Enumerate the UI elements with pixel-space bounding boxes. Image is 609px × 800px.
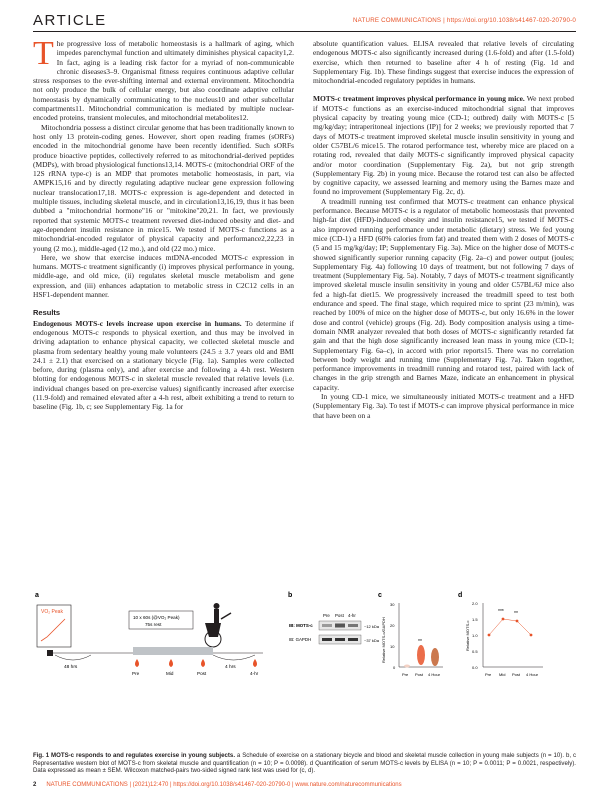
panel-c-x-pre: Pre: [402, 672, 409, 677]
panel-d-ytick-10: 1.0: [472, 633, 478, 638]
blot-col-post: Post: [335, 613, 344, 618]
panel-c-x-4hour: 4 Hour: [428, 672, 441, 677]
journal-doi[interactable]: NATURE COMMUNICATIONS | https://doi.org/10.1038/s41467-020-20790-0: [353, 17, 576, 24]
young-mice-text: We next probed if MOTS-c functions as an exercise-induced mitochondrial signal that improves physical capacity by treating young mice (CD-1; outbred) daily with MOTS-c [5 mg/kg/day; intraperitoneal injections (IP)] for 2 weeks; we previously reported that 7 days of MOTS-c treatment improved skeletal muscle insulin sensitivity in young and older C57BL/6 mice15. The rotarod performance test, whereby mice are placed on a rotating rod, revealed that daily MOTS-c significantly improved physical capacity and/or motor coordination (Supplementary Fig. 2a), but not grip strength (Supplementary Fig. 2b) in young mice. Because the rotarod test can also be affected by cognitive capacity, we assessed learning and memory using the Barnes maze and found no improvement (Supplementary Fig. 2c, d).: [313, 94, 574, 197]
panel-d-sig-mid: ***: [498, 609, 504, 615]
right-column: [313, 39, 574, 420]
rest-4-label: 4 hrs: [225, 665, 236, 670]
young-mice-subheading: MOTS-c treatment improves physical performance in young mice.: [313, 94, 525, 104]
panel-c-chart: [381, 602, 443, 677]
blot-gapdh-kda: ~37 kDa: [364, 638, 380, 643]
panel-c-sig: **: [418, 639, 422, 645]
panel-d-ytick-20: 2.0: [472, 601, 478, 606]
results-text: To determine if endogenous MOTS-c responds to physical exertion, and thus may be involved in driving adaptation to enhance physical capacity, we collected skeletal muscle and plasma from sedentary healthy young male volunteers (24.5 ± 3.7 years old and BMI 24.1 ± 2.1) that exercised on a stationary bicycle (Fig. 1a). Samples were collected before, during (plasma only), and after exercise and following a 4-h rest. Western blotting for endogenous MOTS-c in skeletal muscle revealed that relative levels (i.e. individual changes based on pre-exercise values) significantly increased after exercise (11.9-fold) and remained elevated after a 4-h rest, albeit exhibiting a trend to return to baseline (Fig. 1b, c; see Supplementary Fig. 1a for: [33, 318, 295, 412]
panel-label-b: b: [288, 592, 293, 599]
tp-mid: Mid: [166, 671, 174, 676]
header-rule: [33, 31, 576, 32]
band-mots-pre: [322, 624, 332, 627]
intro-paragraph: [33, 35, 294, 123]
band-mots-4hr: [348, 624, 358, 627]
panel-d-ytick-0: 0.0: [472, 665, 478, 670]
caption-title: Fig. 1 MOTS-c responds to and regulates exercise in young subjects.: [33, 752, 236, 759]
panel-label-a: a: [35, 592, 39, 599]
rest-48-arc: [55, 655, 91, 660]
panel-label-c: c: [378, 592, 382, 599]
figure-1-graphic: [33, 589, 576, 742]
panel-c-ytick-10: 10: [390, 644, 395, 649]
vo2-curve: [41, 619, 65, 641]
rest-4-arc: [213, 655, 255, 660]
band-gapdh-post: [335, 638, 345, 641]
panel-d-ylabel: Relative MOTS-c: [465, 620, 470, 651]
panel-d-chart: [465, 601, 543, 677]
paragraph-results: [33, 319, 294, 412]
panel-d-ytick-05: 0.5: [472, 649, 478, 654]
intro-text: he progressive loss of metabolic homeostasis is a hallmark of aging, which impedes parenchymal function and ultimately diminishes physical capacity1,2. In fact, aging is a leading risk factor for a myriad of non-communicable chronic diseases3–9. Organismal fitness requires continuous adaptive cellular stress responses to the ever-shifting internal and external environment. Mitochondria not only produce the bulk of cellular energy, but also coordinate adaptive cellular homeostasis by dynamically communicating to the nucleus10 and other subcellular compartments11. Mitochondrial communication is mediated by multiple nuclear-encoded proteins, transient molecules, and mitochondrial metabolites12.: [33, 39, 294, 123]
paragraph-mitochondria: Mitochondria possess a distinct circular genome that has been traditionally known to host only 13 protein-coding genes. However, short open reading frames (sORFs) encoded in the mitochondrial genome have been recently identified. Such sORFs produce bioactive peptides, collectively referred to as mitochondrial-derived peptides (MDPs), with broad physiological functions13,14. MOTS-c (mitochondrial ORF of the 12S rRNA type-c) is an MDP that promotes metabolic homeostasis, in part, via AMPK15,16 and by directly regulating adaptive nuclear gene expression following nuclear translocation17,18. MOTS-c expression is age-dependent and detected in multiple tissues, including skeletal muscle, and in circulation13,16,19, thus it has been dubbed a "mitochondrial hormone"16 or "mitokine"20,21. In fact, we previously reported that systemic MOTS-c treatment reversed diet-induced obesity and diet- and age-dependent insulin resistance in mice15. We tested if MOTS-c functions as a mitochondrial-encoded regulator of physical capacity and performance2,22,23 in young (2 mo.), middle-aged (12 mo.), and old (22 mo.) mice.: [33, 122, 294, 253]
section-label: ARTICLE: [33, 12, 107, 29]
page-footer: [33, 782, 402, 788]
bar-c-4hr: [431, 648, 439, 666]
panel-d-ytick-15: 1.5: [472, 617, 478, 622]
band-gapdh-4hr: [348, 638, 358, 641]
point-d-post: [516, 620, 519, 623]
bar-c-pre: [404, 665, 410, 668]
timeline-marker-vo2: [47, 650, 53, 656]
panel-d-lines: [489, 619, 531, 635]
blot-row-mots: IB: MOTS-c: [289, 623, 313, 628]
tp-post: Post: [197, 671, 207, 676]
tp-pre: Pre: [132, 671, 140, 676]
panel-d-sig-post: **: [514, 611, 518, 617]
panel-c-ytick-20: 20: [390, 623, 395, 628]
panel-c-ytick-30: 30: [390, 602, 395, 607]
blot-col-4hr: 4-hr: [348, 613, 356, 618]
drop-cap: T: [33, 35, 54, 72]
figure-1: [33, 589, 576, 742]
panel-c-ylabel: Relative MOTS-c/GAPDH: [381, 617, 386, 663]
exercise-bar: [133, 647, 213, 655]
panel-d-x-post: Post: [512, 672, 521, 677]
paragraph-elisa: absolute quantification values. ELISA revealed that relative levels of circulating endogenous MOTS-c also significantly increased during (1.6-fold) and after (1.5-fold) exercise, which then returned to baseline after 4 h of resting (Fig. 1d and Supplementary Fig. 1b). These findings suggest that exercise induces the expression of mitochondrial-encoded regulatory peptides in humans.: [313, 39, 574, 86]
point-d-pre: [488, 634, 491, 637]
bar-c-post: [417, 645, 425, 665]
left-column: [33, 35, 295, 412]
blot-col-pre: Pre: [323, 613, 330, 618]
panel-b-western-blot: [289, 613, 380, 644]
paragraph-young-mice: [313, 94, 574, 196]
blood-drop-icons: [135, 659, 257, 667]
vo2-label: VO₂ Peak: [41, 609, 63, 615]
caption-text: a Schedule of exercise on a stationary bicycle and blood and skeletal muscle collection in young male subjects (n = 10). b, c Representative western blot of MOTS-c from skeletal muscle and quantification (n = 10; P = 0.0098). d Quantification of serum MOTS-c levels by ELISA (n = 10; P = 0.0011; P = 0.0021, respectively). Data expressed as mean ± SEM. Wilcoxon matched-pairs two-sided signed rank test was used for (c, d).: [33, 752, 576, 775]
panel-a-schedule: [37, 603, 263, 676]
panel-d-x-mid: Mid: [499, 672, 506, 677]
panel-d-x-pre: Pre: [485, 672, 492, 677]
panel-label-d: d: [458, 592, 463, 599]
panel-c-ytick-0: 0: [393, 665, 396, 670]
tp-4hr: 4-hr: [250, 671, 259, 676]
rest-48-label: 48 hrs: [64, 665, 78, 670]
blot-mots-kda: ~12 kDa: [364, 624, 380, 629]
results-subheading: Endogenous MOTS-c levels increase upon exercise in humans.: [33, 318, 242, 328]
panel-c-x-post: Post: [415, 672, 424, 677]
protocol-line2: 75s rest: [145, 622, 162, 627]
footer-citation[interactable]: NATURE COMMUNICATIONS | (2021)12:470 | https://doi.org/10.1038/s41467-020-20790-0 | www.nature.com/naturecommunications: [46, 782, 402, 788]
results-heading: Results: [33, 308, 61, 318]
protocol-line1: 10 x 60s (@VO₂ Peak): [133, 615, 180, 620]
point-d-4hr: [530, 634, 533, 637]
paragraph-hfd: In young CD-1 mice, we simultaneously initiated MOTS-c treatment and a HFD (Supplementary Fig. 3a). To test if MOTS-c can improve physical performance in mice that have been on a: [313, 391, 574, 420]
point-d-mid: [502, 618, 505, 621]
panel-d-x-4hour: 4 Hour: [526, 672, 539, 677]
band-gapdh-pre: [322, 638, 332, 641]
page-number: 2: [33, 782, 37, 788]
band-mots-post: [335, 624, 345, 628]
figure-caption: [33, 752, 576, 775]
bicycle-icon: [205, 603, 231, 647]
paragraph-summary: Here, we show that exercise induces mtDNA-encoded MOTS-c expression in humans. MOTS-c treatment significantly (i) improves physical performance in young, middle-age, and old mice, (ii) regulates skeletal muscle metabolism and gene expression, and (iii) enhances adaptation to metabolic stress in C2C12 cells in an HSF1-dependent manner.: [33, 252, 294, 300]
blot-row-gapdh: IB: GAPDH: [289, 637, 312, 642]
paragraph-treadmill: A treadmill running test confirmed that MOTS-c treatment can enhance physical performance. Because MOTS-c is a regulator of metabolic homeostasis that prevented high-fat diet (HFD)-induced obesity and insulin resistance15, we tested if MOTS-c also improved running performance under metabolic (dietary) stress. We fed young mice (CD-1) a HFD (60% calories from fat) and treated them with 2 doses of MOTS-c (5 and 15 mg/kg/day; IP; Supplementary Fig. 3a). Mice on the higher dose of MOTS-c showed significantly superior running capacity (Fig. 2a–c) and power output (joules; Supplementary Fig. 4a) following 10 days of treatment, but not following 7 days of treatment (Supplementary Fig. 5a). Notably, 7 days of MOTS-c treatment significantly improved skeletal muscle insulin sensitivity in young and older C57BL/6J mice also fed a high-fat diet15. We progressively increased the treadmill speed to test both endurance and speed. The final stage, which required mice to sprint (23 m/min), was reached by 100% of mice on the higher dose of MOTS-c, but only 16.6% in the lower dose and control (vehicle) groups (Fig. 2d). Body composition analysis using a time-domain NMR analyzer revealed that both doses of MOTS-c significantly retarded fat gain and that the high dose significantly increased lean mass in young mice (CD-1; Supplementary Fig. 6a–c), in accord with prior reports15. There was no correlation between body weight and running time (Supplementary Fig. 7a). Taken together, performance improvements in treadmill running and rotarod test, paired with lack of changes in the grip strength and Barnes Maze, indicate an enhancement in physical capacity.: [313, 196, 574, 392]
